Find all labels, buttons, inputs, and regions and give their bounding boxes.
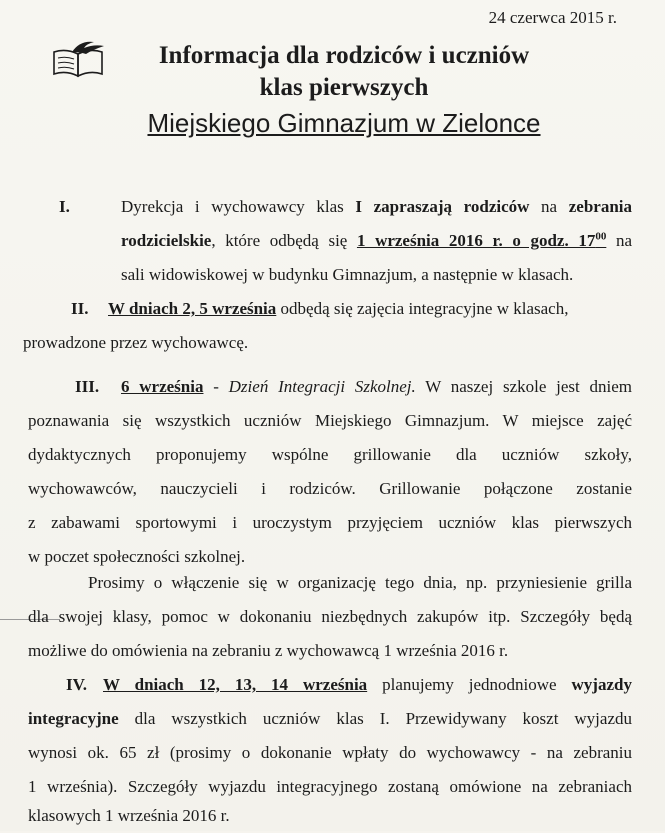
section-1-line-2: rodzicielskie, które odbędą się 1 września 2016 r. o godz. $17^{00}$ na bbox=[121, 230, 632, 250]
section-3-line-2: poznawania się wszystkich uczniów Miejskiego Gimnazjum. W miejsce zajęć bbox=[28, 411, 632, 430]
title-line-2: klas pierwszych bbox=[259, 74, 429, 101]
title-line-3: Miejskiego Gimnazjum w Zielonce bbox=[147, 108, 541, 138]
paragraph-line-3: możliwe do omówienia na zebraniu z wychowawcą 1 września 2016 r. bbox=[28, 641, 509, 660]
paragraph-line-2: dla swojej klasy, pomoc w dokonaniu niezbędnych zakupów itp. Szczegóły będą bbox=[28, 607, 632, 626]
section-1-line-1: Dyrekcja i wychowawcy klas I zapraszają rodziców na zebrania bbox=[121, 197, 633, 216]
section-4-line-2: integracyjne dla wszystkich uczniów klas I. Przewidywany koszt wyjazdu bbox=[28, 709, 632, 728]
section-3-number: III. bbox=[75, 377, 100, 396]
section-3-line-1: 6 września - Dzień Integracji Szkolnej. W naszej szkole jest dniem bbox=[121, 377, 632, 396]
section-4-line-1: W dniach 12, 13, 14 września planujemy jednodniowe wyjazdy bbox=[103, 675, 632, 694]
section-3-line-4: wychowawców, nauczycieli i rodziców. Grillowanie połączone zostanie bbox=[28, 479, 632, 498]
section-1-line-3: sali widowiskowej w budynku Gimnazjum, a następnie w klasach. bbox=[121, 265, 574, 284]
book-bird-icon bbox=[50, 38, 110, 80]
section-4-line-3: wynosi ok. 65 zł (prosimy o dokonanie wpłaty do wychowawcy - na zebraniu bbox=[28, 743, 632, 762]
section-3-line-3: dydaktycznych proponujemy wspólne grillowanie dla uczniów szkoły, bbox=[28, 445, 632, 464]
title-block bbox=[104, 40, 584, 142]
section-4-line-5: klasowych 1 września 2016 r. bbox=[28, 806, 230, 825]
section-1-number: I. bbox=[59, 197, 70, 216]
section-2-line-1: W dniach 2, 5 września odbędą się zajęcia integracyjne w klasach, bbox=[108, 299, 569, 318]
section-3-line-5: z zabawami sportowymi i uroczystym przyjęciem uczniów klas pierwszych bbox=[28, 513, 632, 532]
section-4-line-4: 1 września). Szczegóły wyjazdu integracyjnego zostaną omówione na zebraniach bbox=[28, 777, 632, 796]
section-3-line-6: w poczet społeczności szkolnej. bbox=[28, 547, 246, 566]
section-4-number: IV. bbox=[66, 675, 87, 694]
title-line-1: Informacja dla rodziców i uczniów bbox=[158, 42, 530, 69]
section-2-line-2: prowadzone przez wychowawcę. bbox=[23, 333, 249, 352]
paragraph-line-1: Prosimy o włączenie się w organizację tego dnia, np. przyniesienie grilla bbox=[88, 573, 632, 592]
section-2-number: II. bbox=[71, 299, 89, 318]
document-date: 24 czerwca 2015 r. bbox=[488, 8, 617, 27]
